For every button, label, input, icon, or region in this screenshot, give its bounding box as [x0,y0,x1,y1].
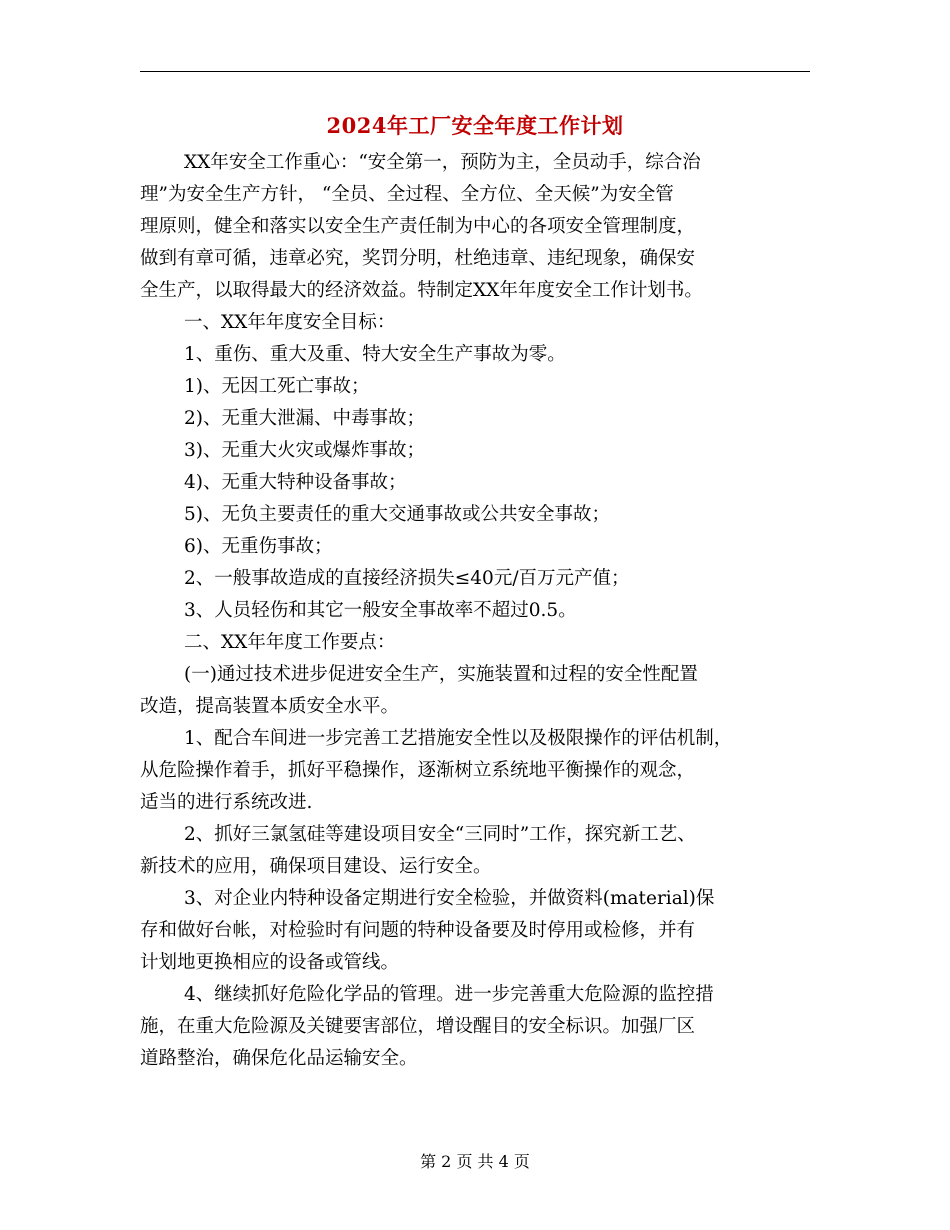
body-line: 理原则，健全和落实以安全生产责任制为中心的各项安全管理制度， [140,216,696,237]
body-line: 2、抓好三氯氢硅等建设项目安全“三同时”工作，探究新工艺、 [184,824,696,845]
header-rule [140,71,810,72]
page-number: 第 2 页 共 4 页 [420,1152,530,1171]
list-item: 2)、无重大泄漏、中毒事故； [184,408,425,429]
body-line: 计划地更换相应的设备或管线。 [140,952,400,973]
body-line: 全生产，以取得最大的经济效益。特制定XX年年度安全工作计划书。 [140,280,703,301]
list-item: 1)、无因工死亡事故； [184,376,370,397]
body-line: 适当的进行系统改进. [140,792,313,813]
list-item: 3)、无重大火灾或爆炸事故； [184,440,425,461]
body-line: 3、人员轻伤和其它一般安全事故率不超过0.5。 [184,600,577,621]
body-line: 存和做好台帐，对检验时有问题的特种设备要及时停用或检修，并有 [140,920,696,941]
body-line: 2、一般事故造成的直接经济损失≤40元/百万元产值； [184,568,630,589]
body-line: 从危险操作着手，抓好平稳操作，逐渐树立系统地平衡操作的观念， [140,760,696,781]
list-item: 4)、无重大特种设备事故； [184,472,407,493]
document-title: 2024年工厂安全年度工作计划 [326,113,624,138]
body-line: 道路整治，确保危化品运输安全。 [140,1048,418,1069]
document-body [140,147,815,1075]
section-heading: 一、XX年年度安全目标： [184,312,396,333]
body-line: 1、配合车间进一步完善工艺措施安全性以及极限操作的评估机制， [184,728,733,749]
body-line: 3、对企业内特种设备定期进行安全检验，并做资料(material)保 [184,888,715,909]
body-line: 1、重伤、重大及重、特大安全生产事故为零。 [184,344,566,365]
body-line: 理”为安全生产方针， “全员、全过程、全方位、全天候”为安全管 [140,184,674,205]
body-line: 做到有章可循，违章必究，奖罚分明，杜绝违章、违纪现象，确保安 [140,248,696,269]
body-line: 改造，提高装置本质安全水平。 [140,696,400,717]
list-item: 5)、无负主要责任的重大交通事故或公共安全事故； [184,504,610,525]
body-line: 4、继续抓好危险化学品的管理。进一步完善重大危险源的监控措 [184,984,714,1005]
body-line: XX年安全工作重心：“安全第一，预防为主，全员动手，综合治 [184,152,701,173]
body-line: 施，在重大危险源及关键要害部位，增设醒目的安全标识。加强厂区 [140,1016,696,1037]
body-line: (一)通过技术进步促进安全生产，实施装置和过程的安全性配置 [184,664,698,685]
body-line: 新技术的应用，确保项目建设、运行安全。 [140,856,492,877]
section-heading: 二、XX年年度工作要点： [184,632,396,653]
list-item: 6)、无重伤事故； [184,536,333,557]
